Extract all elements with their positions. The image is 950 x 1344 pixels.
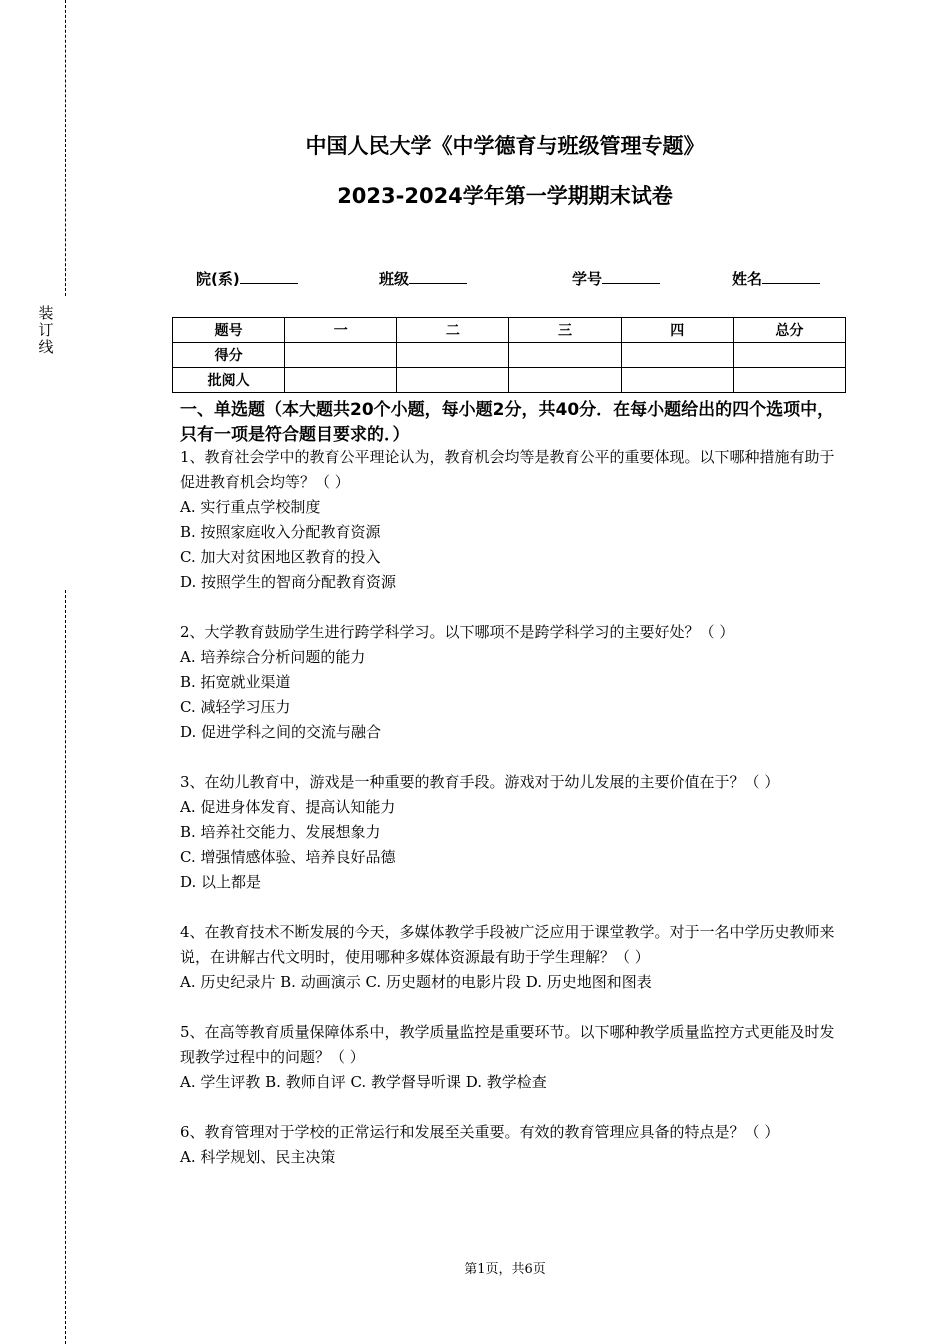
question-item xyxy=(180,920,845,995)
question-stem: 3、在幼儿教育中，游戏是一种重要的教育手段。游戏对于幼儿发展的主要价值在于？（ ） xyxy=(180,773,780,791)
question-stem: 1、教育社会学中的教育公平理论认为，教育机会均等是教育公平的重要体现。以下哪种措施有助于促进教育机会均等？（ ） xyxy=(180,448,835,491)
section-heading: 一、单选题（本大题共20个小题，每小题2分，共40分．在每小题给出的四个选项中，只有一项是符合题目要求的．） xyxy=(180,400,835,445)
score-cell[interactable] xyxy=(397,343,509,368)
score-row xyxy=(173,343,846,368)
grader-cell[interactable] xyxy=(733,368,845,393)
exam-subtitle: 2023-2024学年第一学期期末试卷 xyxy=(337,184,673,208)
question-stem: 5、在高等教育质量保障体系中，教学质量监控是重要环节。以下哪种教学质量监控方式更能及时发现教学过程中的问题？（ ） xyxy=(180,1023,835,1066)
class-field[interactable] xyxy=(379,268,467,289)
grader-row-label: 批阅人 xyxy=(173,368,285,393)
department-field[interactable] xyxy=(196,268,298,289)
question-item xyxy=(180,620,845,745)
score-header-cell: 题号 xyxy=(173,318,285,343)
question-item xyxy=(180,1020,845,1095)
class-label: 班级 xyxy=(379,270,410,288)
student-id-field[interactable] xyxy=(572,268,660,289)
question-option: A. 历史纪录片 B. 动画演示 C. 历史题材的电影片段 D. 历史地图和图表 xyxy=(180,973,652,991)
question-item xyxy=(180,445,845,595)
score-cell[interactable] xyxy=(733,343,845,368)
score-header-cell: 三 xyxy=(509,318,621,343)
grader-row xyxy=(173,368,846,393)
binding-char: 线 xyxy=(38,338,54,356)
page-number: 第1页，共6页 xyxy=(464,1262,546,1277)
question-option: B. 拓宽就业渠道 xyxy=(180,673,291,691)
score-cell[interactable] xyxy=(509,343,621,368)
score-header-cell: 二 xyxy=(397,318,509,343)
binding-label xyxy=(36,305,56,356)
question-option: B. 培养社交能力、发展想象力 xyxy=(180,823,381,841)
name-label: 姓名 xyxy=(732,270,763,288)
question-stem: 6、教育管理对于学校的正常运行和发展至关重要。有效的教育管理应具备的特点是？（ ） xyxy=(180,1123,780,1141)
class-blank[interactable] xyxy=(409,269,467,284)
question-option: A. 实行重点学校制度 xyxy=(180,498,321,516)
grader-cell[interactable] xyxy=(397,368,509,393)
question-option: D. 以上都是 xyxy=(180,873,262,891)
department-blank[interactable] xyxy=(240,269,298,284)
question-option: D. 按照学生的智商分配教育资源 xyxy=(180,573,397,591)
binding-char: 订 xyxy=(38,321,54,339)
grader-cell[interactable] xyxy=(285,368,397,393)
grader-cell[interactable] xyxy=(509,368,621,393)
student-id-label: 学号 xyxy=(572,270,603,288)
binding-dashed-line-bottom xyxy=(65,590,66,1344)
question-option: A. 促进身体发育、提高认知能力 xyxy=(180,798,396,816)
score-header-cell: 四 xyxy=(621,318,733,343)
question-item xyxy=(180,770,845,895)
score-cell[interactable] xyxy=(285,343,397,368)
name-field[interactable] xyxy=(732,268,820,289)
question-option: C. 增强情感体验、培养良好品德 xyxy=(180,848,396,866)
question-item xyxy=(180,1120,845,1170)
student-id-blank[interactable] xyxy=(602,269,660,284)
score-header-cell: 总分 xyxy=(733,318,845,343)
score-cell[interactable] xyxy=(621,343,733,368)
grader-cell[interactable] xyxy=(621,368,733,393)
question-option: A. 科学规划、民主决策 xyxy=(180,1148,336,1166)
question-option: C. 加大对贫困地区教育的投入 xyxy=(180,548,381,566)
question-option: A. 培养综合分析问题的能力 xyxy=(180,648,366,666)
department-label: 院(系) xyxy=(196,270,240,288)
score-table xyxy=(172,317,846,393)
question-stem: 4、在教育技术不断发展的今天，多媒体教学手段被广泛应用于课堂教学。对于一名中学历史教师来说，在讲解古代文明时，使用哪种多媒体资源最有助于学生理解？（ ） xyxy=(180,923,835,966)
name-blank[interactable] xyxy=(762,269,820,284)
question-option: C. 减轻学习压力 xyxy=(180,698,291,716)
score-header-cell: 一 xyxy=(285,318,397,343)
question-option: D. 促进学科之间的交流与融合 xyxy=(180,723,382,741)
exam-title: 中国人民大学《中学德育与班级管理专题》 xyxy=(305,134,705,158)
question-option: B. 按照家庭收入分配教育资源 xyxy=(180,523,381,541)
question-list xyxy=(180,445,845,1195)
score-row-label: 得分 xyxy=(173,343,285,368)
question-option: A. 学生评教 B. 教师自评 C. 教学督导听课 D. 教学检查 xyxy=(180,1073,547,1091)
score-table-header-row xyxy=(173,318,846,343)
question-stem: 2、大学教育鼓励学生进行跨学科学习。以下哪项不是跨学科学习的主要好处？（ ） xyxy=(180,623,735,641)
binding-char: 装 xyxy=(38,304,54,322)
